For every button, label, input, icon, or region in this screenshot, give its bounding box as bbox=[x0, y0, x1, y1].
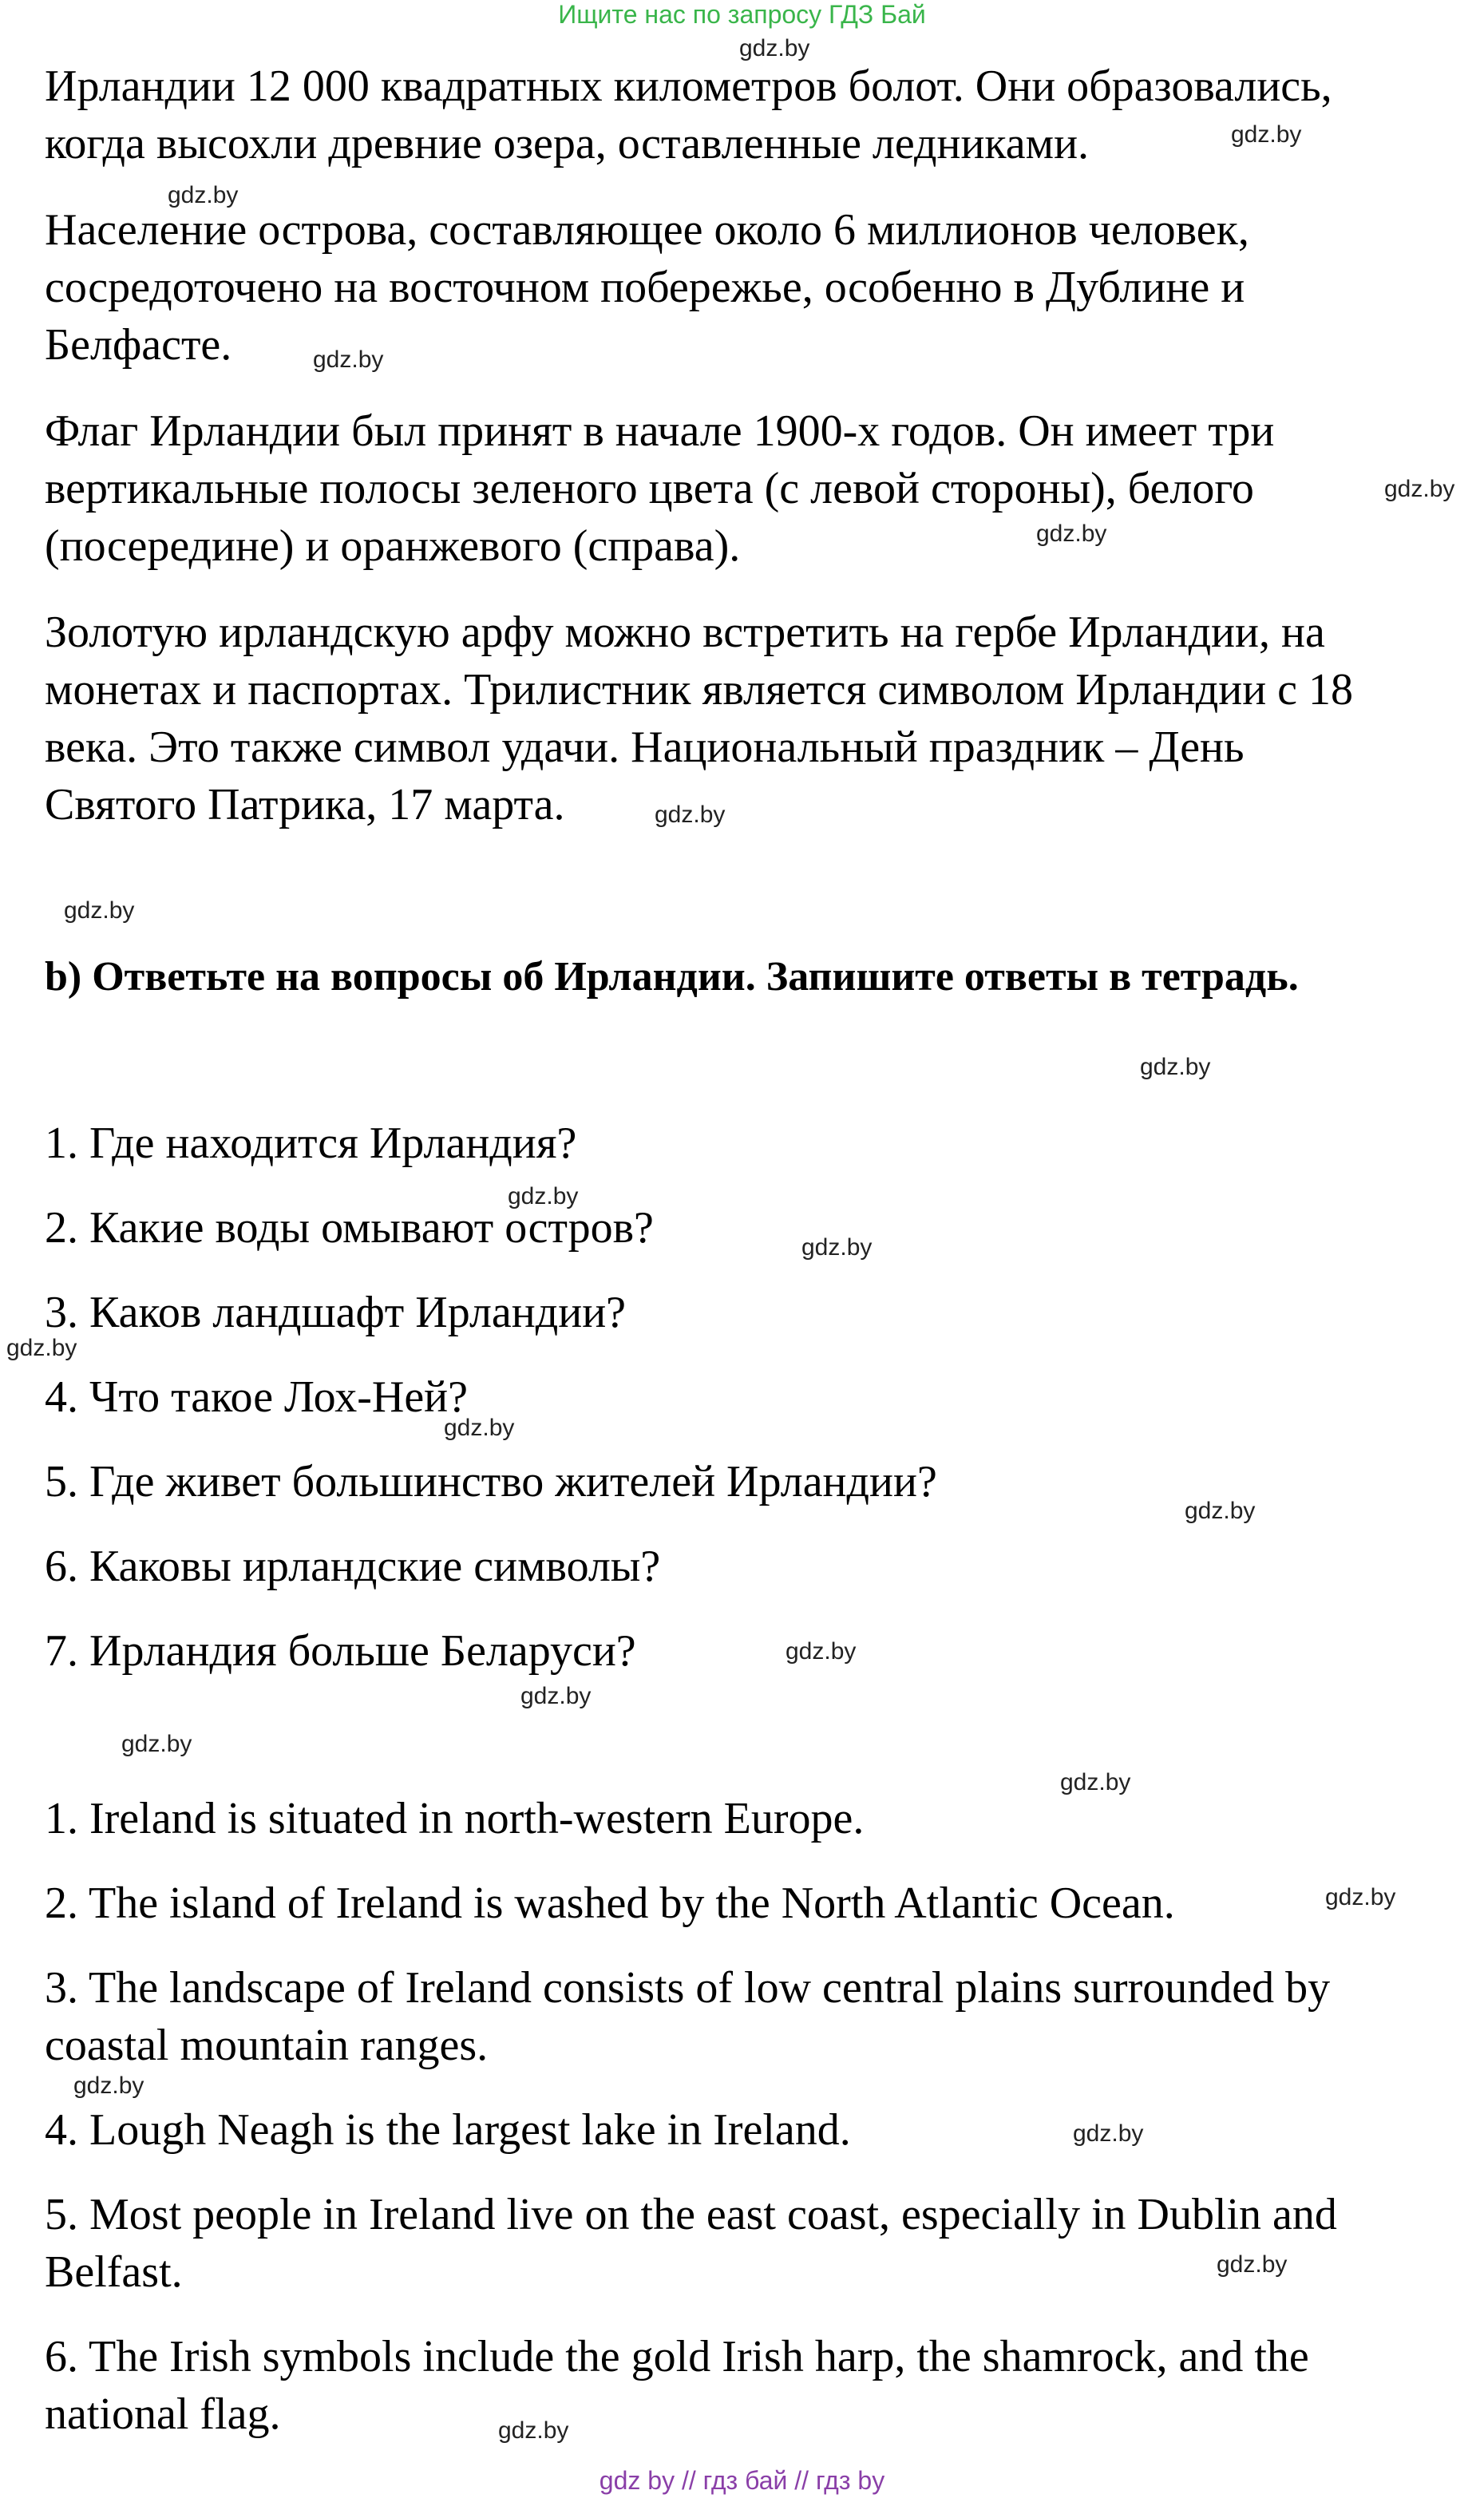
watermark: gdz.by bbox=[1384, 476, 1455, 502]
text-line: Ирландии 12 000 квадратных километров болот. Они образовались, bbox=[45, 61, 1332, 111]
watermark: gdz.by bbox=[73, 2072, 144, 2099]
watermark: gdz.by bbox=[498, 2417, 569, 2444]
search-hint-banner: Ищите нас по запросу ГДЗ Бай bbox=[558, 0, 926, 29]
text-line: Белфасте. bbox=[45, 320, 232, 370]
answer-item: national flag. bbox=[45, 2389, 281, 2439]
watermark: gdz.by bbox=[1060, 1769, 1131, 1795]
watermark: gdz.by bbox=[1231, 121, 1302, 148]
answer-item: 3. The landscape of Ireland consists of low central plains surrounded by bbox=[45, 1963, 1331, 2013]
watermark: gdz.by bbox=[801, 1234, 873, 1261]
watermark: gdz.by bbox=[313, 346, 384, 373]
watermark: gdz.by bbox=[508, 1183, 579, 1209]
text-line: Флаг Ирландии был принят в начале 1900-х годов. Он имеет три bbox=[45, 406, 1275, 456]
watermark: gdz.by bbox=[1325, 1884, 1396, 1910]
watermark: gdz.by bbox=[1036, 521, 1107, 547]
text-line: сосредоточено на восточном побережье, особенно в Дублине и bbox=[45, 263, 1245, 312]
answer-item: coastal mountain ranges. bbox=[45, 2021, 489, 2070]
answer-item: Belfast. bbox=[45, 2247, 183, 2297]
text-line: когда высохли древние озера, оставленные ледниками. bbox=[45, 119, 1090, 168]
answer-item: 5. Most people in Ireland live on the east coast, especially in Dublin and bbox=[45, 2190, 1337, 2239]
question-item: 3. Каков ландшафт Ирландии? bbox=[45, 1288, 627, 1337]
answer-item: 1. Ireland is situated in north-western Europe. bbox=[45, 1794, 865, 1843]
watermark: gdz.by bbox=[1185, 1498, 1256, 1524]
text-line: (посередине) и оранжевого (справа). bbox=[45, 521, 741, 571]
text-line: Население острова, составляющее около 6 миллионов человек, bbox=[45, 205, 1249, 255]
watermark: gdz.by bbox=[739, 35, 810, 61]
watermark: gdz.by bbox=[64, 897, 135, 924]
watermark: gdz.by bbox=[6, 1335, 77, 1361]
question-item: 1. Где находится Ирландия? bbox=[45, 1118, 577, 1168]
question-item: 4. Что такое Лох-Ней? bbox=[45, 1372, 469, 1422]
text-line: века. Это также символ удачи. Национальный праздник – День bbox=[45, 722, 1245, 772]
watermark: gdz.by bbox=[444, 1415, 515, 1441]
text-line: Золотую ирландскую арфу можно встретить на гербе Ирландии, на bbox=[45, 608, 1325, 657]
watermark: gdz.by bbox=[786, 1638, 857, 1665]
question-item: 6. Каковы ирландские символы? bbox=[45, 1542, 661, 1591]
watermark: gdz.by bbox=[1217, 2251, 1288, 2278]
question-item: 5. Где живет большинство жителей Ирландии? bbox=[45, 1457, 937, 1506]
question-item: 7. Ирландия больше Беларуси? bbox=[45, 1626, 636, 1676]
answer-item: 4. Lough Neagh is the largest lake in Ireland. bbox=[45, 2105, 851, 2155]
text-line: вертикальные полосы зеленого цвета (с левой стороны), белого bbox=[45, 464, 1254, 513]
question-item: 2. Какие воды омывают остров? bbox=[45, 1203, 654, 1253]
answer-item: 2. The island of Ireland is washed by the North Atlantic Ocean. bbox=[45, 1878, 1175, 1928]
watermark: gdz.by bbox=[121, 1731, 192, 1757]
watermark: gdz.by bbox=[1073, 2120, 1144, 2147]
watermark: gdz.by bbox=[520, 1683, 592, 1709]
footer-links: gdz by // гдз бай // гдз by bbox=[599, 2466, 885, 2495]
watermark: gdz.by bbox=[1140, 1054, 1211, 1080]
watermark: gdz.by bbox=[655, 802, 726, 828]
answer-item: 6. The Irish symbols include the gold Irish harp, the shamrock, and the bbox=[45, 2332, 1309, 2381]
text-line: Святого Патрика, 17 марта. bbox=[45, 780, 565, 829]
watermark: gdz.by bbox=[168, 182, 239, 208]
task-heading: b) Ответьте на вопросы об Ирландии. Запишите ответы в тетрадь. bbox=[45, 954, 1299, 1000]
text-line: монетах и паспортах. Трилистник является символом Ирландии с 18 bbox=[45, 665, 1354, 715]
